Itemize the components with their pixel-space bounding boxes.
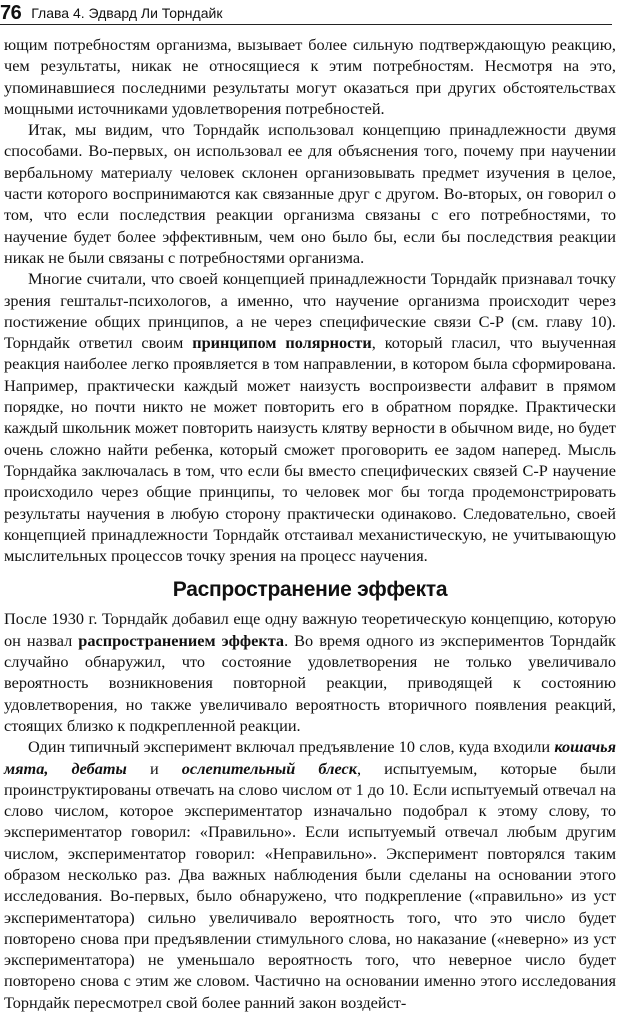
page-number: 76 (0, 2, 22, 24)
paragraph-experiment-connector: и (126, 758, 182, 778)
body-text (4, 34, 616, 1013)
paragraph-polarity-text-a: Многие считали, что своей концепцией принадлежности Торндайк признавал точку зрения гештальт-психологов, а именно, что научение организма происходит через постижение общих принципов, а не через специфические связи С-Р (см. главу 10). Торндайк ответил своим (4, 269, 616, 353)
term-spread-of-effect: распространением эффекта (78, 630, 285, 650)
italic-words-2: ослепительный блеск (181, 758, 357, 778)
running-head (0, 0, 612, 25)
paragraph-polarity-text-b: , который гласил, что выученная реакция наиболее легко проявляется в том направлении, в котором была сформирована. Например, практически каждый может наизусть воспроизвести алфавит в прямом порядке, но почти никто не может повторить его в обратном порядке. Практически каждый школьник может повторить наизусть клятву верности в обычном виде, но будет очень сложно найти ребенка, который сможет проговорить ее задом наперед. Мысль Торндайка заключалась в том, что если бы вместо специфических связей С-Р научение происходило через общие принципы, то человек мог бы тогда продемонстрировать результаты научения в любую сторону практически одинаково. Следовательно, своей концепцией принадлежности Торндайк отстаивал механистическую, не учитывающую мыслительных процессов точку зрения на процесс научения. (4, 333, 616, 566)
term-polarity-principle: принципом полярности (192, 333, 372, 353)
italic-words-1: кошачья мята, дебаты (4, 737, 616, 778)
chapter-title: Глава 4. Эдвард Ли Торндайк (31, 5, 223, 21)
paragraph-experiment (4, 736, 616, 1013)
paragraph-belongingness-summary: Итак, мы видим, что Торндайк использовал концепцию принадлежности двумя способами. Во-первых, он использовал ее для объяснения того, почему при научении вербальному материалу человек склонен организовывать предмет изучения в целое, части которого воспринимаются как связанные друг с другом. Во-вторых, он говорил о том, что если последствия реакции организма связаны с его потребностями, то научение будет более эффективным, чем оно было бы, если бы последствия реакции никак не были связаны с потребностями организма. (4, 120, 616, 267)
paragraph-polarity (4, 268, 616, 566)
paragraph-experiment-text-a: Один типичный эксперимент включал предъявление 10 слов, куда входили (28, 737, 555, 757)
paragraph-continued: ющим потребностям организма, вызывает более сильную подтверждающую реакцию, чем результаты, никак не относящиеся к этим потребностям. Несмотря на это, упоминавшиеся последними результаты могут оказаться при других обстоятельствах мощными источниками удовлетворения потребностей. (4, 35, 616, 118)
paragraph-spread-text-b: . Во время одного из экспериментов Торндайк случайно обнаружил, что состояние удовлетворения не только увеличивало вероятность возникновения повторной реакции, приводящей к состоянию удовлетворения, но также увеличивало вероятность вторичного появления реакций, стоящих близко к подкрепленной реакции. (4, 630, 616, 735)
paragraph-spread-of-effect (4, 608, 616, 736)
paragraph-spread-text-a: После 1930 г. Торндайк добавил еще одну важную теоретическую концепцию, которую он назвал (4, 609, 616, 650)
paragraph-experiment-text-b: , испытуемым, которые были проинструктированы отвечать на слово числом от 1 до 10. Если испытуемый отвечал на слово числом, которое экспериментатор изначально подобрал к этому слову, то экспериментатор говорил: «Правильно». Если испытуемый отвечал любым другим числом, экспериментатор говорил: «Неправильно». Эксперимент повторялся таким образом несколько раз. Два важных наблюдения были сделаны на основании этого исследования. Во-первых, было обнаружено, что подкрепление («правильно» из уст экспериментатора) сильно увеличивало вероятность того, что это число будет повторено снова при предъявлении стимульного слова, но наказание («неверно» из уст экспериментатора) не уменьшало вероятность того, что неверное число будет повторено снова с этим же словом. Частично на основании именно этого исследования Торндайк пересмотрел свой более ранний закон воздейст- (4, 758, 616, 1012)
section-heading: Распространение эффекта (172, 578, 448, 602)
